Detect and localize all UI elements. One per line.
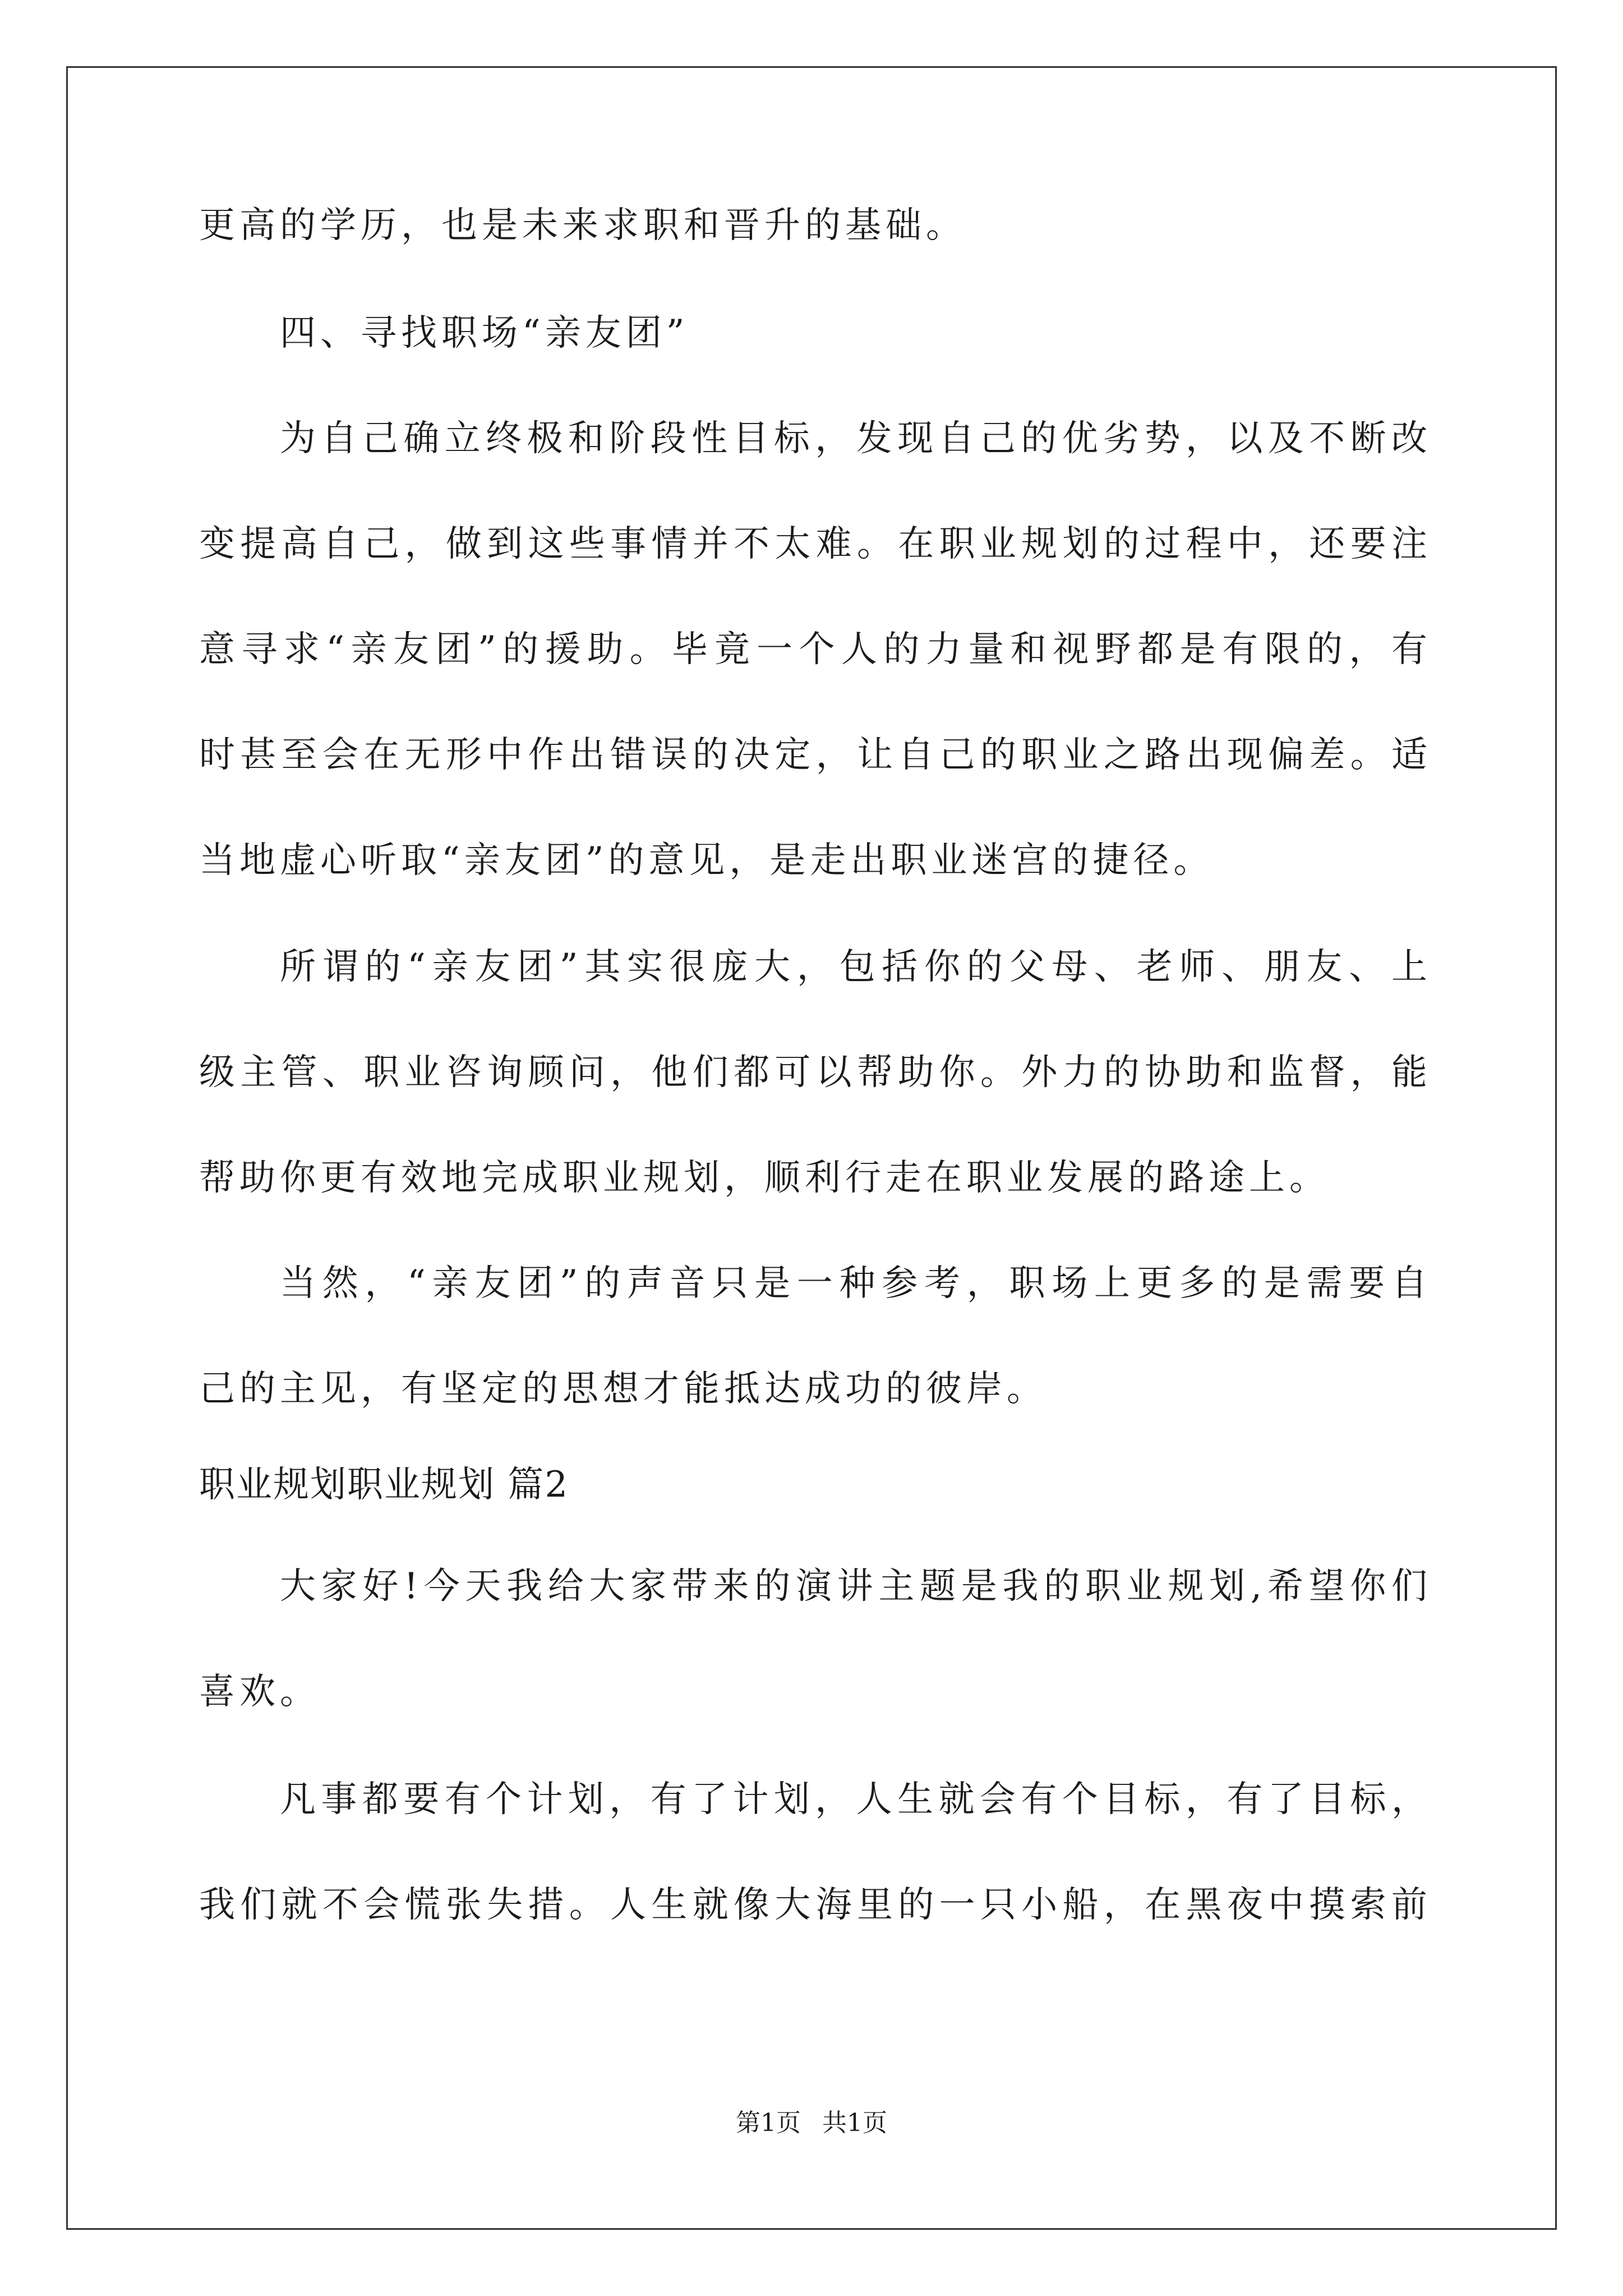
paragraph-line: 变提高自己，做到这些事情并不太难。在职业规划的过程中，还要注 xyxy=(199,523,1427,565)
paragraph-line: 意寻求“亲友团”的援助。毕竟一个人的力量和视野都是有限的，有 xyxy=(199,629,1427,670)
paragraph-line: 当然，“亲友团”的声音只是一种参考，职场上更多的是需要自 xyxy=(280,1263,1427,1304)
paragraph-line: 当地虚心听取“亲友团”的意见，是走出职业迷宫的捷径。 xyxy=(199,840,1214,881)
paragraph-line: 所谓的“亲友团”其实很庞大，包括你的父母、老师、朋友、上 xyxy=(280,946,1427,988)
section-heading: 四、寻找职场“亲友团” xyxy=(280,312,689,354)
page-total: 共1页 xyxy=(822,2109,887,2137)
paragraph-line: 大家好!今天我给大家带来的演讲主题是我的职业规划,希望你们 xyxy=(280,1566,1427,1607)
paragraph-line: 时甚至会在无形中作出错误的决定，让自己的职业之路出现偏差。适 xyxy=(199,734,1427,776)
paragraph-line: 更高的学历，也是未来求职和晋升的基础。 xyxy=(199,205,966,246)
paragraph-line: 我们就不会慌张失措。人生就像大海里的一只小船，在黑夜中摸索前 xyxy=(199,1884,1427,1926)
article-heading: 职业规划职业规划 篇2 xyxy=(199,1464,569,1506)
page-footer xyxy=(0,2106,1623,2140)
paragraph-line: 级主管、职业咨询顾问，他们都可以帮助你。外力的协助和监督，能 xyxy=(199,1052,1427,1093)
page-number: 第1页 xyxy=(736,2109,801,2137)
paragraph-line: 为自己确立终极和阶段性目标，发现自己的优劣势，以及不断改 xyxy=(280,418,1427,459)
paragraph-line: 帮助你更有效地完成职业规划，顺利行走在职业发展的路途上。 xyxy=(199,1157,1330,1199)
paragraph-line: 己的主见，有坚定的思想才能抵达成功的彼岸。 xyxy=(199,1368,1047,1410)
paragraph-line: 喜欢。 xyxy=(199,1671,320,1713)
paragraph-line: 凡事都要有个计划，有了计划，人生就会有个目标，有了目标， xyxy=(280,1779,1427,1820)
